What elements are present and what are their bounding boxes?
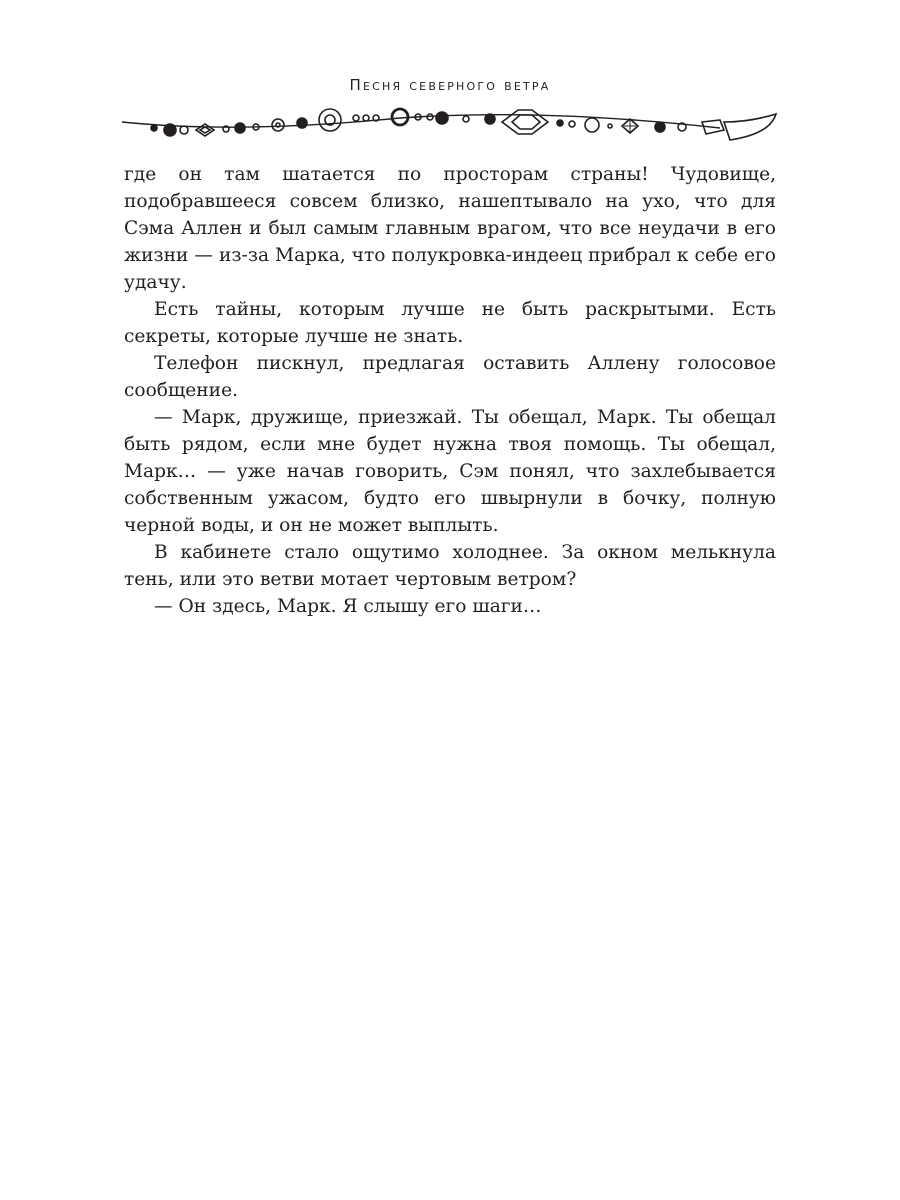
paragraph: Телефон пискнул, предлагая оставить Аллену голосовое сообщение. [124,353,776,401]
paragraph-dialogue: — Он здесь, Марк. Я слышу его шаги… [154,596,542,617]
paragraph-dialogue: — Марк, дружище, приезжай. Ты обещал, Марк. Ты обещал быть рядом, если мне будет нужна твоя помощь. Ты обещал, Марк… — уже начав говорить, Сэм понял, что захлебывается собственным ужасом, будто его швырнули в бочку, полную черной воды, и он не может выплыть. [124,407,776,536]
paragraph: Есть тайны, которым лучше не быть раскрытыми. Есть секреты, которые лучше не знать. [124,299,776,347]
paragraph-continued: где он там шатается по просторам страны! Чудовище, подобравшееся совсем близко, нашептывало на ухо, что для Сэма Аллен и был самым главным врагом, что все неудачи в его жизни — из-за Марка, что полукровка-индеец прибрал к себе его удачу. [124,164,776,293]
beaded-necklace-ornament-icon [120,100,780,148]
body-text [124,161,776,620]
paragraph: В кабинете стало ощутимо холоднее. За окном мелькнула тень, или это ветви мотает чертовым ветром? [124,542,776,590]
running-head: Песня северного ветра [349,76,551,94]
